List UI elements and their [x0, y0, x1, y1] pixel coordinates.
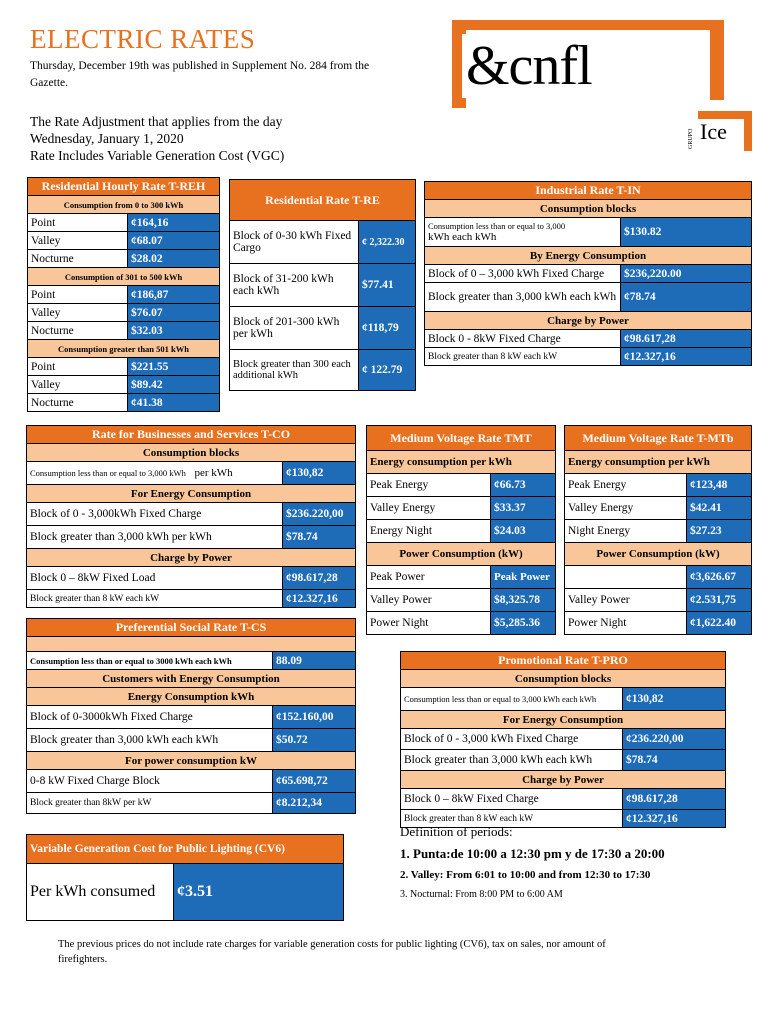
publication-note: Thursday, December 19th was published in Supplement No. 284 from the Gazette. — [30, 60, 370, 89]
row-label: Night Energy — [565, 520, 687, 543]
table-row — [367, 612, 556, 635]
table-row — [27, 526, 356, 549]
row-label: Block greater than 8 kW each kW — [401, 810, 623, 828]
adjustment-line-3: Rate Includes Variable Generation Cost (VGC) — [30, 148, 285, 163]
table-row — [28, 304, 220, 322]
table-row — [565, 612, 752, 635]
periods-heading: Definition of periods: — [400, 824, 513, 839]
row-label: Block greater than 8 kW each kW — [425, 348, 621, 366]
table-row — [425, 330, 752, 348]
footnote: The previous prices do not include rate charges for variable generation costs for public lighting (CV6), tax on sales, nor amount of firefighters. — [58, 939, 606, 965]
row-label: Peak Energy — [367, 474, 491, 497]
table-subheader: Energy Consumption kWh — [27, 688, 356, 706]
table-row — [27, 706, 356, 729]
row-label: Valley — [28, 304, 128, 322]
rate-table-tin — [424, 181, 752, 366]
row-label: Block of 0 – 3,000 kWh Fixed Charge — [425, 265, 621, 283]
rate-table-cv6 — [26, 834, 344, 921]
row-label-line: kWh each kWh — [428, 231, 497, 243]
row-value: ¢12.327,16 — [283, 590, 356, 608]
row-label: Block greater than 8kW per kW — [27, 793, 273, 814]
table-row — [401, 789, 726, 810]
table-row — [425, 265, 752, 283]
table-row — [230, 264, 416, 307]
row-value: ¢78.74 — [621, 283, 752, 312]
table-row — [27, 770, 356, 793]
table-row — [28, 322, 220, 340]
row-value: $77.41 — [359, 264, 416, 307]
adjustment-line-1: The Rate Adjustment that applies from the day — [30, 114, 283, 129]
table-title: Promotional Rate T-PRO — [401, 652, 726, 670]
rate-table-tcs — [26, 618, 356, 814]
table-subheader: Power Consumption (kW) — [367, 543, 556, 566]
row-label: Block greater than 300 each additional kWh — [230, 350, 359, 391]
row-label: Block of 0 - 3,000kWh Fixed Charge — [27, 503, 283, 526]
row-value: ¢12.327,16 — [621, 348, 752, 366]
row-value: $28.02 — [128, 250, 220, 268]
row-label: Block of 0-30 kWh Fixed Cargo — [230, 221, 359, 264]
table-row — [28, 250, 220, 268]
table-title: Rate for Businesses and Services T-CO — [27, 426, 356, 444]
table-row — [27, 729, 356, 752]
row-label-line: Consumption less than or equal to 3,000 — [428, 221, 566, 231]
row-value: ¢98.617,28 — [621, 330, 752, 348]
period-item: 1. Punta:de 10:00 a 12:30 pm y de 17:30 a 20:00 — [400, 846, 665, 861]
row-value: $42.41 — [687, 497, 752, 520]
row-value: ¢152.160,00 — [273, 706, 356, 729]
table-subheader: Charge by Power — [425, 312, 752, 330]
row-label: Block 0 – 8kW Fixed Charge — [401, 789, 623, 810]
period-item: 2. Valley: From 6:01 to 10:00 and from 12:30 to 17:30 — [400, 869, 651, 881]
row-value: 88.09 — [273, 652, 356, 670]
table-row — [27, 864, 344, 921]
row-label: Block 0 - 8kW Fixed Charge — [425, 330, 621, 348]
rate-table-tmtb — [564, 425, 752, 635]
row-value: ¢164,16 — [128, 214, 220, 232]
row-value: ¢98.617,28 — [283, 567, 356, 590]
table-row — [565, 520, 752, 543]
table-subheader: Consumption from 0 to 300 kWh — [28, 196, 220, 214]
table-row — [367, 474, 556, 497]
period-item: 3. Nocturnal: From 8:00 PM to 6:00 AM — [400, 889, 563, 900]
table-row — [27, 567, 356, 590]
table-row — [230, 350, 416, 391]
row-value: ¢130,82 — [283, 462, 356, 485]
table-row — [230, 307, 416, 350]
table-row — [230, 221, 416, 264]
row-label: Point — [28, 286, 128, 304]
row-label: Valley Power — [367, 589, 491, 612]
row-label: Point — [28, 358, 128, 376]
row-label: Block greater than 8 kW each kW — [27, 590, 283, 608]
row-value: ¢3.51 — [174, 864, 344, 921]
rate-table-tco — [26, 425, 356, 608]
row-label-part: per kWh — [194, 467, 233, 479]
row-label: Nocturne — [28, 250, 128, 268]
table-subheader: Power Consumption (kW) — [565, 543, 752, 566]
table-row — [28, 232, 220, 250]
row-value: $8,325.78 — [491, 589, 556, 612]
row-value: ¢186,87 — [128, 286, 220, 304]
table-row — [401, 729, 726, 750]
table-row — [28, 214, 220, 232]
ice-group-label: GRUPO — [688, 128, 694, 149]
table-row — [565, 474, 752, 497]
row-value: ¢123,48 — [687, 474, 752, 497]
table-row — [27, 793, 356, 814]
row-value: ¢3,626.67 — [687, 566, 752, 589]
table-subheader: Charge by Power — [401, 771, 726, 789]
row-label: Valley — [28, 232, 128, 250]
ice-logo — [688, 111, 752, 151]
table-subheader-empty — [27, 637, 356, 652]
table-subheader: For Energy Consumption — [401, 711, 726, 729]
logo-bar — [710, 20, 724, 100]
row-label: Block greater than 3,000 kWh per kWh — [27, 526, 283, 549]
table-subheader: Energy consumption per kWh — [367, 451, 556, 474]
row-label: Peak Energy — [565, 474, 687, 497]
row-label: Block greater than 3,000 kWh each kWh — [425, 283, 621, 312]
logo-bar — [459, 20, 717, 30]
row-value: ¢ 122.79 — [359, 350, 416, 391]
table-title: Medium Voltage Rate T-MTb — [565, 426, 752, 451]
table-subheader: Consumption blocks — [425, 200, 752, 218]
table-title: Industrial Rate T-IN — [425, 182, 752, 200]
row-label: Point — [28, 214, 128, 232]
row-value: $130.82 — [621, 218, 752, 247]
row-label: Valley Energy — [565, 497, 687, 520]
row-value: ¢8.212,34 — [273, 793, 356, 814]
row-value: ¢12.327,16 — [623, 810, 726, 828]
row-label — [425, 218, 621, 247]
row-label: 0-8 kW Fixed Charge Block — [27, 770, 273, 793]
table-row — [425, 348, 752, 366]
row-value: $236,220.00 — [621, 265, 752, 283]
adjustment-info — [30, 113, 360, 164]
logo-text: &cnfl — [462, 34, 596, 98]
cnfl-logo — [452, 20, 724, 118]
row-value: $89.42 — [128, 376, 220, 394]
row-value: $32.03 — [128, 322, 220, 340]
table-subheader: Charge by Power — [27, 549, 356, 567]
row-value: $5,285.36 — [491, 612, 556, 635]
table-row — [367, 566, 556, 589]
table-row — [565, 566, 752, 589]
row-value: ¢68.07 — [128, 232, 220, 250]
row-value: ¢236.220,00 — [623, 729, 726, 750]
row-label: Per kWh consumed — [27, 864, 174, 921]
ice-logo-text: Ice — [700, 119, 727, 144]
row-label: Peak Power — [367, 566, 491, 589]
row-label: Valley Energy — [367, 497, 491, 520]
adjustment-date: Wednesday, January 1, 2020 — [30, 131, 184, 146]
table-row — [27, 462, 356, 485]
rate-table-treh — [27, 177, 220, 412]
row-value: ¢65.698,72 — [273, 770, 356, 793]
table-row — [28, 358, 220, 376]
row-value: $78.74 — [623, 750, 726, 771]
row-value: ¢ 2,322.30 — [359, 221, 416, 264]
row-value: ¢41.38 — [128, 394, 220, 412]
table-row — [425, 218, 752, 247]
table-row — [401, 750, 726, 771]
row-value: ¢118,79 — [359, 307, 416, 350]
row-value: $78.74 — [283, 526, 356, 549]
table-subheader: For power consumption kW — [27, 752, 356, 770]
row-label: Block of 0 - 3,000 kWh Fixed Charge — [401, 729, 623, 750]
row-value: $76.07 — [128, 304, 220, 322]
table-row — [28, 376, 220, 394]
periods-definition — [400, 824, 750, 900]
row-value: $24.03 — [491, 520, 556, 543]
table-row — [28, 394, 220, 412]
row-label: Nocturne — [28, 322, 128, 340]
row-value: ¢98.617,28 — [623, 789, 726, 810]
table-row — [28, 286, 220, 304]
logo-bar — [744, 111, 752, 151]
table-row — [27, 503, 356, 526]
table-row — [565, 589, 752, 612]
row-label: Consumption less than or equal to 3000 kWh each kWh — [27, 652, 273, 670]
row-value: $221.55 — [128, 358, 220, 376]
row-value: ¢130,82 — [623, 688, 726, 711]
row-label: Consumption less than or equal to 3,000 kWh each kWh — [401, 688, 623, 711]
table-row — [27, 590, 356, 608]
rate-table-tpro — [400, 651, 726, 828]
table-row — [27, 652, 356, 670]
row-label-part: Consumption less than or equal to 3,000 kWh — [30, 468, 186, 478]
row-label: Valley Power — [565, 589, 687, 612]
table-title: Medium Voltage Rate TMT — [367, 426, 556, 451]
table-subheader: Consumption of 301 to 500 kWh — [28, 268, 220, 286]
table-subheader: For Energy Consumption — [27, 485, 356, 503]
row-value: $236.220,00 — [283, 503, 356, 526]
row-value: ¢2.531,75 — [687, 589, 752, 612]
table-title: Preferential Social Rate T-CS — [27, 619, 356, 637]
row-label: Block greater than 3,000 kWh each kWh — [401, 750, 623, 771]
row-value: $33.37 — [491, 497, 556, 520]
row-value: $50.72 — [273, 729, 356, 752]
table-subheader: By Energy Consumption — [425, 247, 752, 265]
table-title: Residential Rate T-RE — [230, 180, 416, 221]
row-label — [565, 566, 687, 589]
rate-table-tmt — [366, 425, 556, 635]
row-label: Nocturne — [28, 394, 128, 412]
table-row — [367, 520, 556, 543]
row-label: Power Night — [367, 612, 491, 635]
table-row — [367, 589, 556, 612]
table-subheader: Customers with Energy Consumption — [27, 670, 356, 688]
table-row — [565, 497, 752, 520]
table-subheader: Consumption blocks — [401, 670, 726, 688]
table-title: Residential Hourly Rate T-REH — [28, 178, 220, 196]
row-label: Block greater than 3,000 kWh each kWh — [27, 729, 273, 752]
table-row — [425, 283, 752, 312]
table-row — [401, 688, 726, 711]
row-label: Block of 31-200 kWh each kWh — [230, 264, 359, 307]
row-label: Energy Night — [367, 520, 491, 543]
rate-table-tre — [229, 179, 416, 391]
row-label: Power Night — [565, 612, 687, 635]
table-subheader: Consumption blocks — [27, 444, 356, 462]
table-subheader: Energy consumption per kWh — [565, 451, 752, 474]
table-row — [367, 497, 556, 520]
page-title: ELECTRIC RATES — [30, 24, 256, 54]
row-label: Block of 0-3000kWh Fixed Charge — [27, 706, 273, 729]
row-value: ¢66.73 — [491, 474, 556, 497]
row-value: ¢1,622.40 — [687, 612, 752, 635]
table-subheader: Consumption greater than 501 kWh — [28, 340, 220, 358]
row-label — [27, 462, 283, 485]
row-value: Peak Power — [491, 566, 556, 589]
row-label: Block 0 – 8kW Fixed Load — [27, 567, 283, 590]
row-value: $27.23 — [687, 520, 752, 543]
row-label: Block of 201-300 kWh per kWh — [230, 307, 359, 350]
row-label: Valley — [28, 376, 128, 394]
table-title: Variable Generation Cost for Public Lighting (CV6) — [27, 835, 344, 864]
